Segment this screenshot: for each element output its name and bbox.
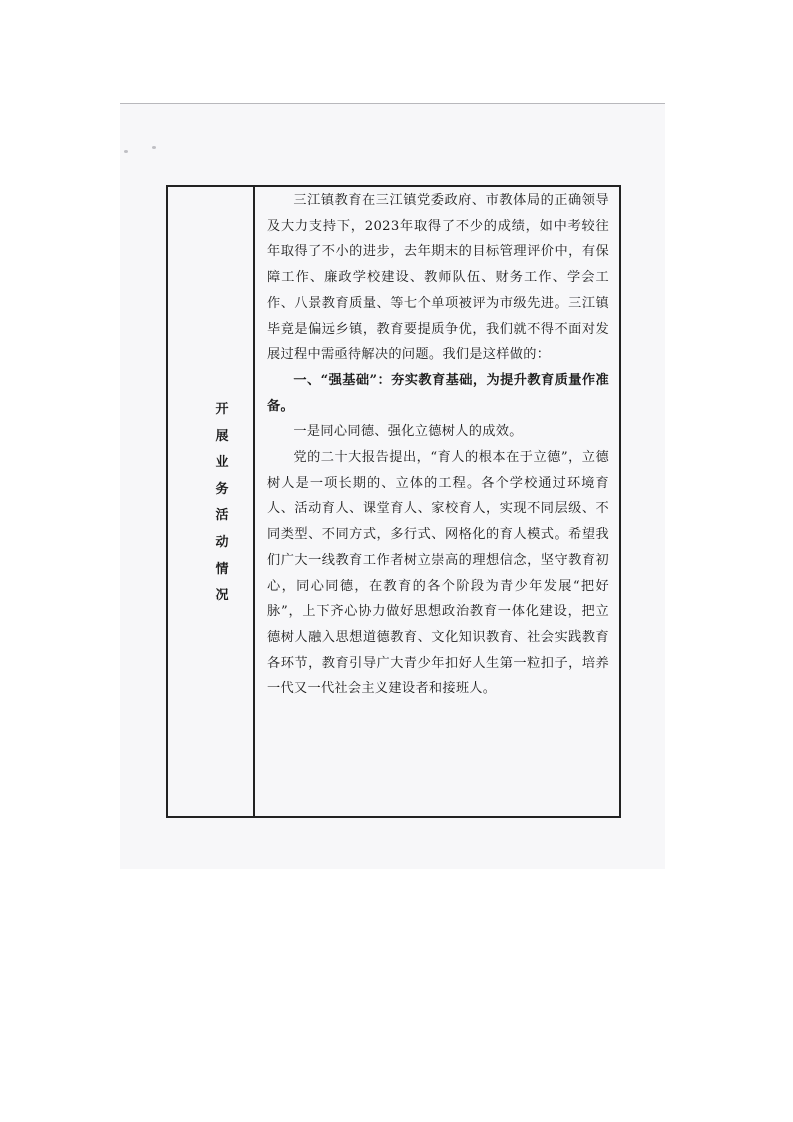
report-table xyxy=(166,185,621,818)
subheading-paragraph: 一是同心同德、强化立德树人的成效。 xyxy=(293,424,523,440)
label-char: 开 xyxy=(215,402,229,417)
intro-paragraph: 三江镇教育在三江镇党委政府、市教体局的正确领导及大力支持下，2023年取得了不少的成绩，如中考较往年取得了不小的进步，去年期末的目标管理评价中，有保障工作、廉政学校建设、教师队伍、财务工作、学会工作、八景教育质量、等七个单项被评为市级先进。三江镇毕竟是偏远乡镇，教育要提质争优，我们就不得不面对发展过程中需亟待解决的问题。我们是这样做的： xyxy=(267,193,609,363)
label-char: 情 xyxy=(215,561,229,577)
scan-speck xyxy=(152,146,156,149)
body-paragraph: 党的二十大报告提出，“育人的根本在于立德”，立德树人是一项长期的、立体的工程。各个学校通过环境育人、活动育人、课堂育人、家校育人，实现不同层级、不同类型、不同方式，多行式、网格化的育人模式。希望我们广大一线教育工作者树立崇高的理想信念，坚守教育初心，同心同德，在教育的各个阶段为青少年发展“把好脉”，上下齐心协力做好思想政治教育一体化建设，把立德树人融入思想道德教育、文化知识教育、社会实践教育各环节，教育引导广大青少年扣好人生第一粒扣子，培养一代又一代社会主义建设者和接班人。 xyxy=(267,450,609,697)
content-column xyxy=(267,188,609,702)
label-char: 务 xyxy=(215,481,229,497)
scan-speck xyxy=(124,150,128,153)
label-char: 动 xyxy=(215,534,229,550)
label-char: 况 xyxy=(215,588,229,604)
section-label xyxy=(212,397,232,610)
label-column xyxy=(168,187,255,816)
label-char: 展 xyxy=(215,428,229,444)
section-heading: 一、“强基础”：夯实教育基础，为提升教育质量作准备。 xyxy=(267,372,609,414)
label-char: 活 xyxy=(215,508,229,524)
label-char: 业 xyxy=(215,455,229,471)
